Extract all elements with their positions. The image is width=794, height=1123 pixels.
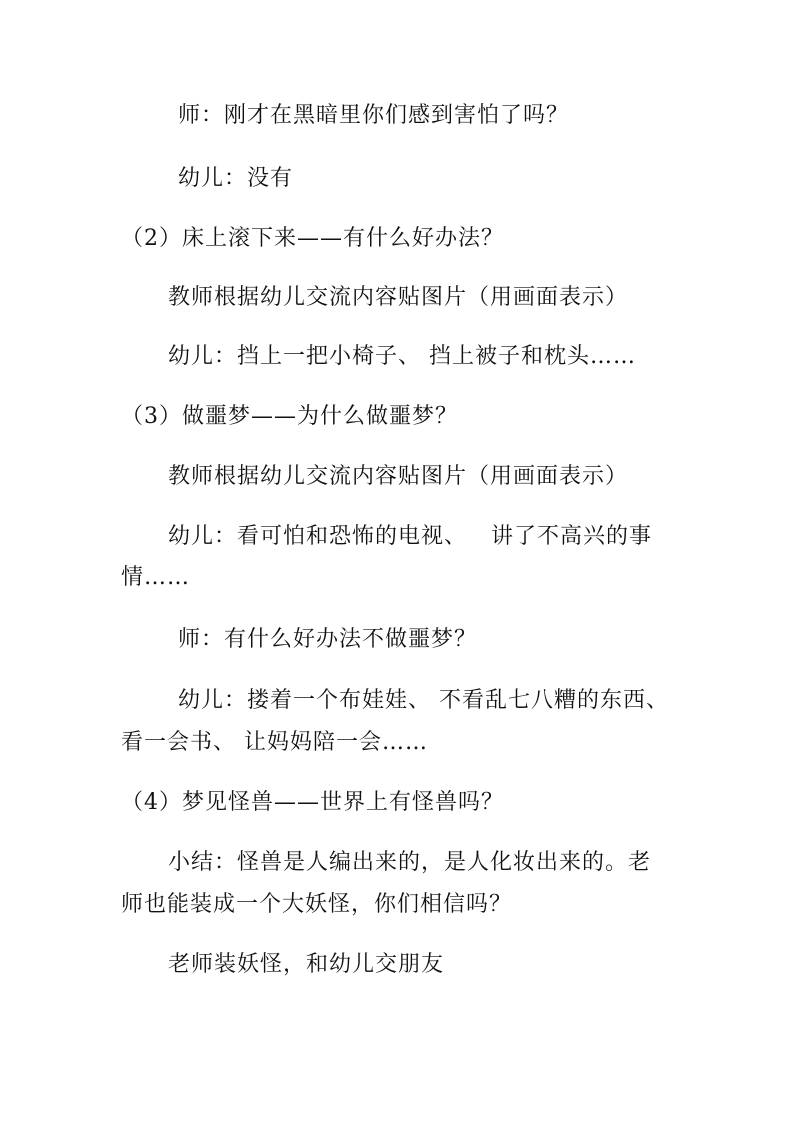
paragraph-child-answer-no: 幼儿：没有: [178, 166, 294, 191]
paragraph-child-answer-doll: 幼儿：搂着一个布娃娃、 不看乱七八糟的东西、: [178, 688, 669, 713]
paragraph-teacher-question-nightmare: 师：有什么好办法不做噩梦？: [178, 627, 478, 652]
paragraph-child-answer-chair: 幼儿：挡上一把小椅子、 挡上被子和枕头……: [168, 344, 636, 369]
paragraph-summary-continued: 师也能装成一个大妖怪，你们相信吗？: [121, 892, 513, 917]
paragraph-teacher-post-pictures-1: 教师根据幼儿交流内容贴图片（用画面表示）: [168, 285, 629, 310]
heading-item-2: （2）床上滚下来——有什么好办法？: [121, 226, 504, 251]
heading-item-3: （3）做噩梦——为什么做噩梦？: [121, 404, 458, 429]
paragraph-teacher-question-dark: 师：刚才在黑暗里你们感到害怕了吗？: [178, 103, 570, 128]
paragraph-teacher-post-pictures-2: 教师根据幼儿交流内容贴图片（用画面表示）: [168, 464, 629, 489]
paragraph-child-answer-tv: 幼儿：看可怕和恐怖的电视、 讲了不高兴的事: [168, 524, 652, 549]
paragraph-child-answer-doll-continued: 看一会书、 让妈妈陪一会……: [121, 730, 428, 755]
paragraph-summary: 小结：怪兽是人编出来的，是人化妆出来的。老: [168, 850, 652, 875]
paragraph-child-answer-tv-continued: 情……: [121, 565, 191, 590]
paragraph-teacher-monster: 老师装妖怪，和幼儿交朋友: [168, 952, 445, 977]
heading-item-4: （4）梦见怪兽——世界上有怪兽吗？: [121, 790, 504, 815]
